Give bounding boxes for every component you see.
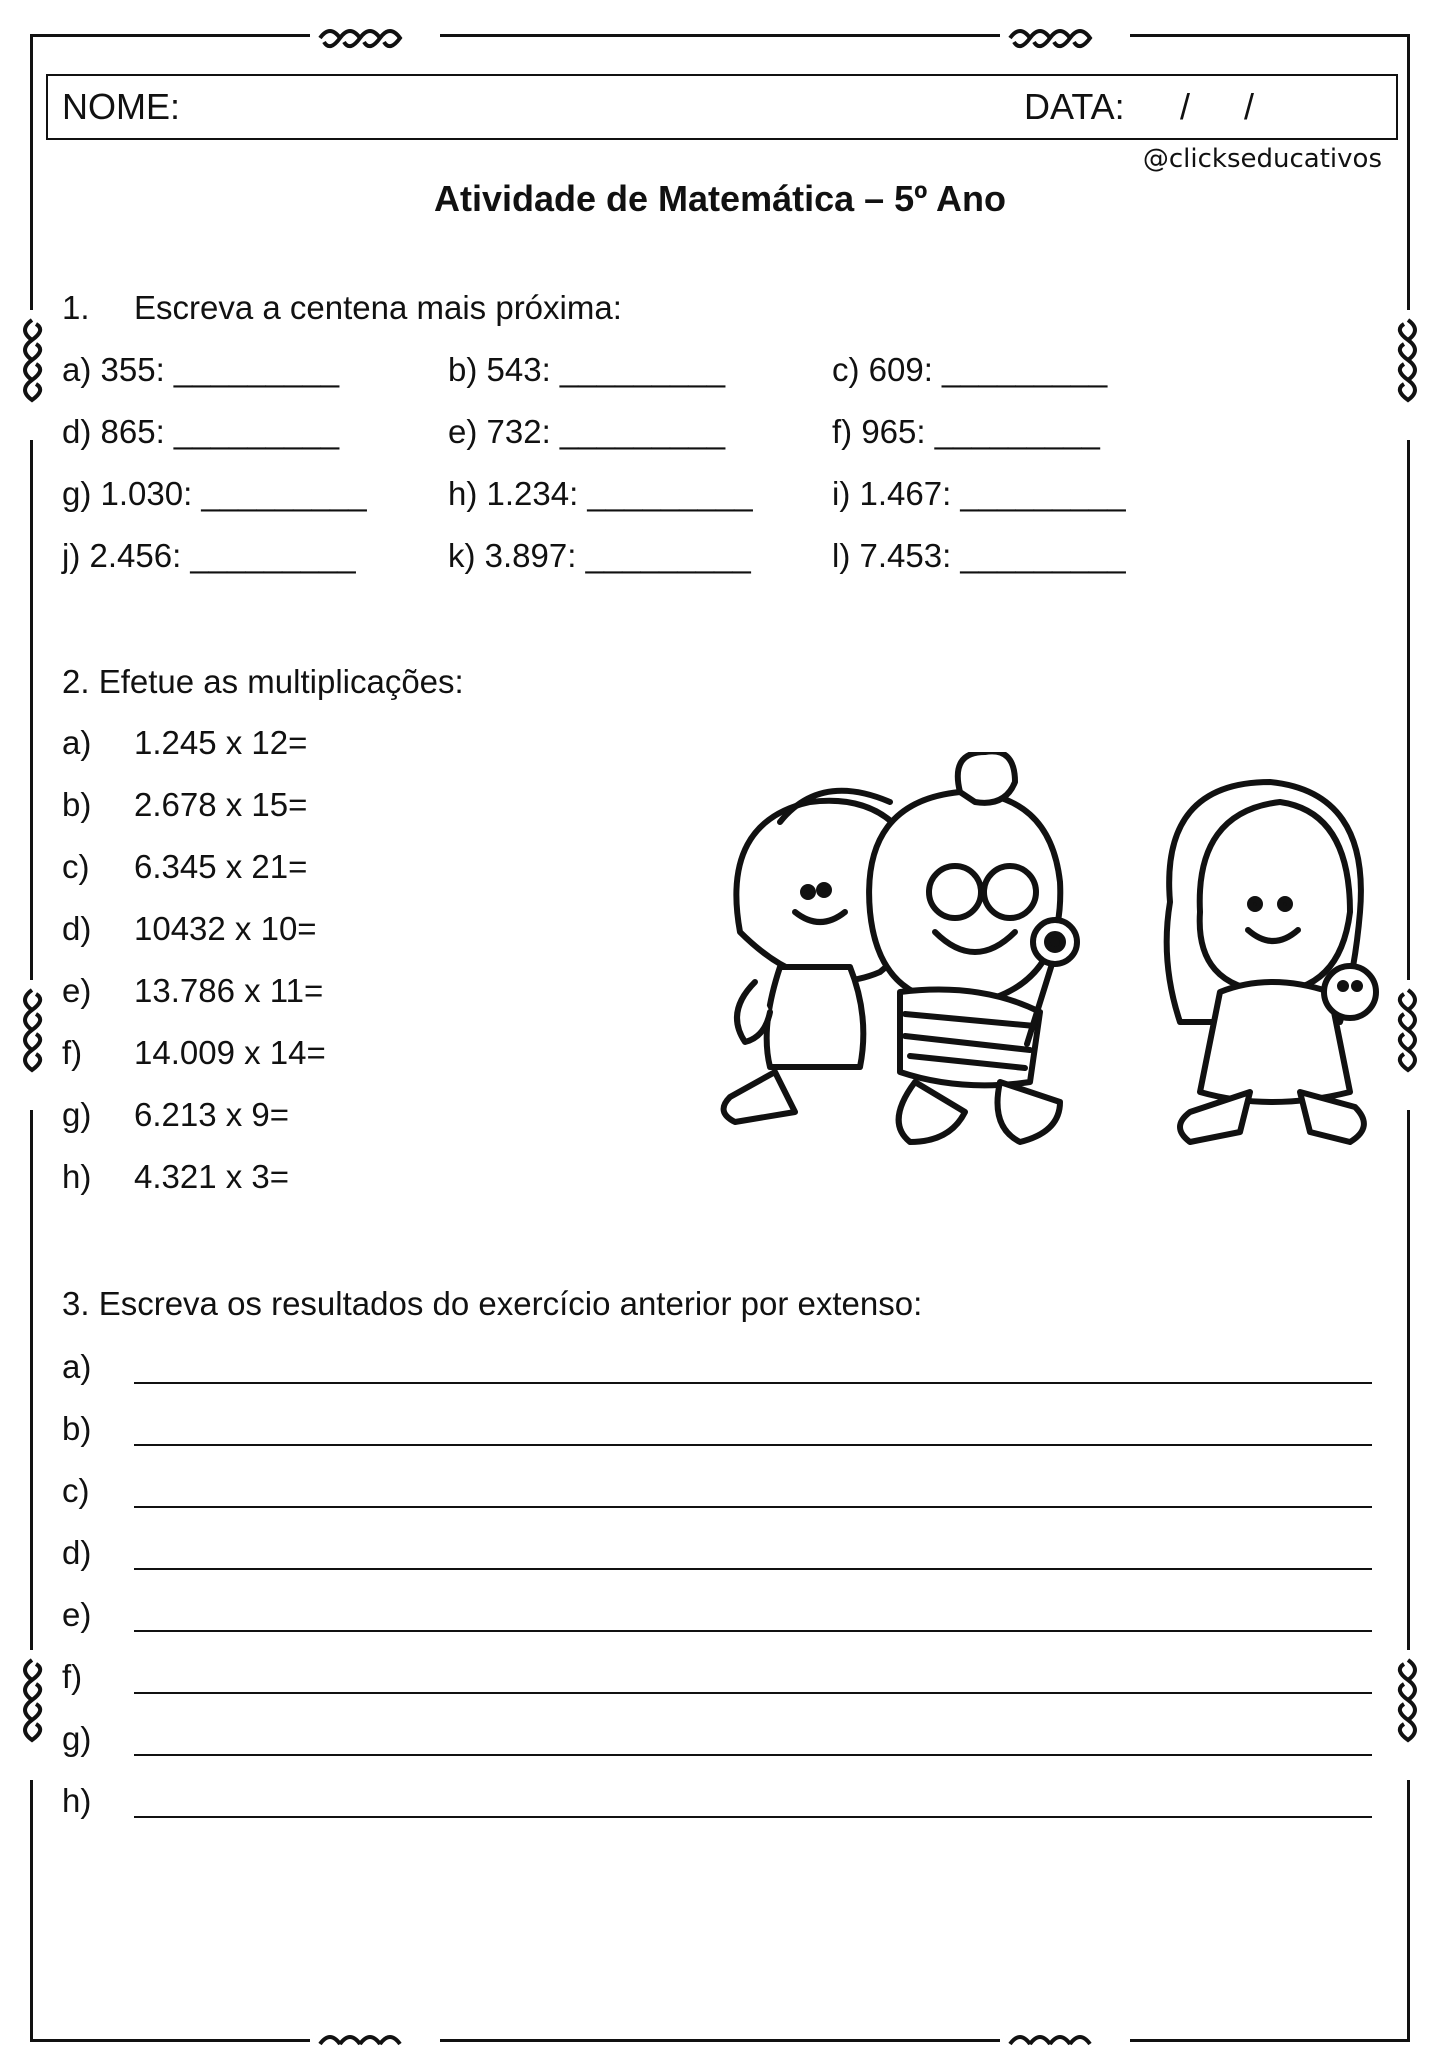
q2-expression: 1.245 x 12= [134, 724, 308, 761]
answer-line[interactable] [134, 1444, 1372, 1446]
q2-label: d) [62, 910, 92, 947]
q2-label: e) [62, 972, 92, 1009]
q1-item: f) 965: _________ [832, 413, 1100, 450]
top-left-ornament [310, 18, 440, 58]
answer-line[interactable] [134, 1382, 1372, 1384]
q2-expression: 4.321 x 3= [134, 1158, 290, 1195]
answer-line[interactable] [134, 1754, 1372, 1756]
q3-label: a) [62, 1348, 92, 1385]
top-right-ornament [1000, 18, 1130, 58]
q2-expression: 10432 x 10= [134, 910, 317, 947]
answer-line[interactable] [134, 1692, 1372, 1694]
date-separator: / [1180, 86, 1191, 127]
page-title: Atividade de Matemática – 5º Ano [434, 178, 1006, 219]
q3-label: e) [62, 1596, 92, 1633]
q3-label: d) [62, 1534, 92, 1571]
q1-item: g) 1.030: _________ [62, 475, 367, 512]
right-ornament-1 [1388, 310, 1428, 440]
left-ornament-1 [12, 310, 52, 440]
bottom-left-ornament [310, 2020, 440, 2048]
q2-label: b) [62, 786, 92, 823]
answer-line[interactable] [134, 1630, 1372, 1632]
q2-expression: 6.345 x 21= [134, 848, 308, 885]
social-handle: @clickseducativos [1142, 144, 1382, 174]
date-label: DATA: [1024, 86, 1125, 127]
q1-prompt: Escreva a centena mais próxima: [134, 289, 622, 326]
right-ornament-3 [1388, 1650, 1428, 1780]
q1-item: d) 865: _________ [62, 413, 340, 450]
q1-item: a) 355: _________ [62, 351, 340, 388]
bottom-right-ornament [1000, 2020, 1130, 2048]
children-illustration [700, 752, 1380, 1152]
q1-item: l) 7.453: _________ [832, 537, 1126, 574]
answer-line[interactable] [134, 1568, 1372, 1570]
right-ornament-2 [1388, 980, 1428, 1110]
q1-item: h) 1.234: _________ [448, 475, 753, 512]
q2-label: h) [62, 1158, 92, 1195]
q1-item: k) 3.897: _________ [448, 537, 751, 574]
q2-label: a) [62, 724, 92, 761]
q3-label: f) [62, 1658, 83, 1695]
name-label: NOME: [62, 86, 181, 127]
q2-label: f) [62, 1034, 83, 1071]
left-ornament-2 [12, 980, 52, 1110]
date-separator: / [1244, 86, 1255, 127]
q1-item: b) 543: _________ [448, 351, 726, 388]
q1-item: j) 2.456: _________ [62, 537, 356, 574]
q2-label: c) [62, 848, 90, 885]
q3-label: b) [62, 1410, 92, 1447]
q3-label: h) [62, 1782, 92, 1819]
q2-expression: 13.786 x 11= [134, 972, 324, 1009]
q2-expression: 14.009 x 14= [134, 1034, 326, 1071]
header-box [46, 74, 1398, 140]
q2-label: g) [62, 1096, 92, 1133]
left-ornament-3 [12, 1650, 52, 1780]
q2-expression: 6.213 x 9= [134, 1096, 290, 1133]
answer-line[interactable] [134, 1816, 1372, 1818]
q1-number: 1. [62, 289, 90, 326]
q1-item: c) 609: _________ [832, 351, 1108, 388]
answer-line[interactable] [134, 1506, 1372, 1508]
q3-prompt: 3. Escreva os resultados do exercício anterior por extenso: [62, 1285, 923, 1322]
q1-item: i) 1.467: _________ [832, 475, 1126, 512]
q3-label: g) [62, 1720, 92, 1757]
q2-prompt: 2. Efetue as multiplicações: [62, 663, 464, 700]
q2-expression: 2.678 x 15= [134, 786, 308, 823]
q3-label: c) [62, 1472, 90, 1509]
q1-item: e) 732: _________ [448, 413, 726, 450]
